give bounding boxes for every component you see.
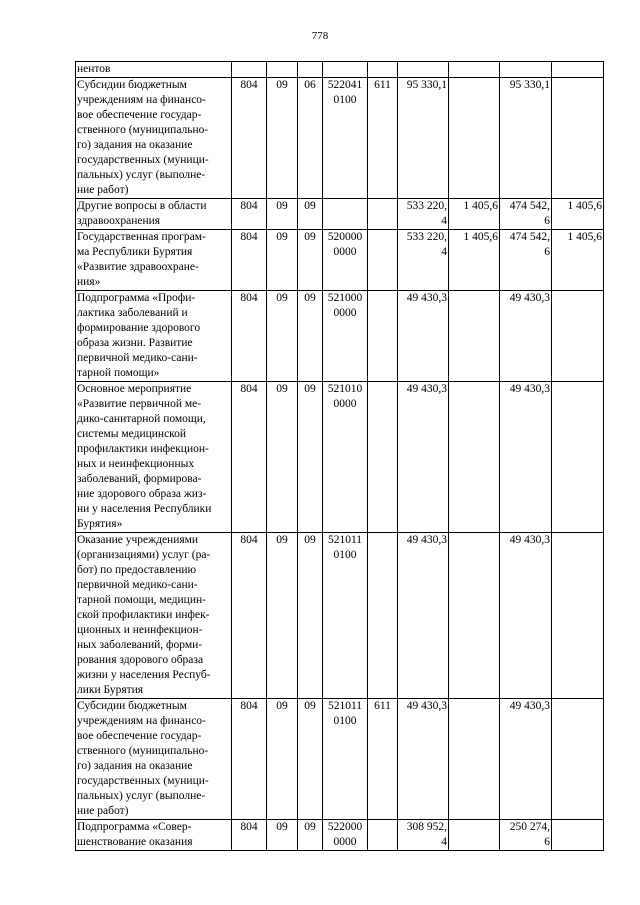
amount-2-cell: 1 405,6 bbox=[449, 199, 500, 230]
department-code-cell: 804 bbox=[232, 699, 267, 820]
amount-2-cell bbox=[449, 820, 500, 851]
target-article-code-cell bbox=[323, 62, 368, 78]
table-row bbox=[76, 62, 604, 78]
expense-type-code-cell bbox=[368, 291, 398, 382]
section-code-cell bbox=[267, 62, 298, 78]
item-name-cell: нентов bbox=[76, 62, 232, 78]
amount-4-cell bbox=[552, 62, 604, 78]
amount-4-cell bbox=[552, 699, 604, 820]
department-code-cell: 804 bbox=[232, 230, 267, 291]
table-row bbox=[76, 382, 604, 533]
department-code-cell: 804 bbox=[232, 199, 267, 230]
amount-1-cell: 49 430,3 bbox=[398, 291, 449, 382]
department-code-cell: 804 bbox=[232, 78, 267, 199]
target-article-code-cell: 522041 0100 bbox=[323, 78, 368, 199]
table-row bbox=[76, 699, 604, 820]
section-code-cell: 09 bbox=[267, 230, 298, 291]
expense-type-code-cell bbox=[368, 62, 398, 78]
table-row bbox=[76, 78, 604, 199]
page-number: 778 bbox=[311, 30, 329, 42]
amount-3-cell: 474 542, 6 bbox=[500, 199, 552, 230]
item-name-cell: Оказание учреждениями (организациями) услуг (ра- бот) по предоставлению первичной медико-сани- тарной помощи, медицин- ской профилактики инфек- ционных и неинфекцион- ных заболеваний, форми- рования здорового образа жизни у населения Респуб- лики Бурятия bbox=[76, 533, 232, 699]
amount-3-cell: 49 430,3 bbox=[500, 533, 552, 699]
expense-type-code-cell bbox=[368, 199, 398, 230]
section-code-cell: 09 bbox=[267, 78, 298, 199]
amount-1-cell: 49 430,3 bbox=[398, 382, 449, 533]
expense-type-code-cell: 611 bbox=[368, 78, 398, 199]
amount-1-cell: 49 430,3 bbox=[398, 699, 449, 820]
item-name-cell: Субсидии бюджетным учреждениям на финансо- вое обеспечение государ- ственного (муниципально- го) задания на оказание государственных (муници- пальных) услуг (выполне- ние работ) bbox=[76, 699, 232, 820]
expense-type-code-cell bbox=[368, 533, 398, 699]
amount-3-cell: 49 430,3 bbox=[500, 291, 552, 382]
amount-4-cell bbox=[552, 382, 604, 533]
amount-3-cell: 474 542, 6 bbox=[500, 230, 552, 291]
table-row bbox=[76, 533, 604, 699]
item-name-cell: Государственная програм- ма Республики Бурятия «Развитие здравоохране- ния» bbox=[76, 230, 232, 291]
section-code-cell: 09 bbox=[267, 291, 298, 382]
amount-4-cell bbox=[552, 820, 604, 851]
table-row bbox=[76, 230, 604, 291]
item-name-cell: Подпрограмма «Профи- лактика заболеваний и формирование здорового образа жизни. Развитие первичной медико-сани- тарной помощи» bbox=[76, 291, 232, 382]
amount-1-cell: 533 220, 4 bbox=[398, 230, 449, 291]
department-code-cell: 804 bbox=[232, 382, 267, 533]
department-code-cell: 804 bbox=[232, 291, 267, 382]
amount-3-cell: 95 330,1 bbox=[500, 78, 552, 199]
section-code-cell: 09 bbox=[267, 199, 298, 230]
subsection-code-cell: 09 bbox=[298, 699, 323, 820]
amount-4-cell: 1 405,6 bbox=[552, 199, 604, 230]
section-code-cell: 09 bbox=[267, 820, 298, 851]
subsection-code-cell: 06 bbox=[298, 78, 323, 199]
amount-3-cell: 49 430,3 bbox=[500, 699, 552, 820]
budget-table bbox=[75, 61, 604, 851]
subsection-code-cell: 09 bbox=[298, 230, 323, 291]
section-code-cell: 09 bbox=[267, 533, 298, 699]
target-article-code-cell: 521010 0000 bbox=[323, 382, 368, 533]
department-code-cell bbox=[232, 62, 267, 78]
amount-3-cell: 49 430,3 bbox=[500, 382, 552, 533]
section-code-cell: 09 bbox=[267, 699, 298, 820]
amount-1-cell: 49 430,3 bbox=[398, 533, 449, 699]
target-article-code-cell bbox=[323, 199, 368, 230]
subsection-code-cell bbox=[298, 62, 323, 78]
target-article-code-cell: 520000 0000 bbox=[323, 230, 368, 291]
table-row bbox=[76, 199, 604, 230]
subsection-code-cell: 09 bbox=[298, 199, 323, 230]
amount-2-cell: 1 405,6 bbox=[449, 230, 500, 291]
target-article-code-cell: 521011 0100 bbox=[323, 699, 368, 820]
amount-2-cell bbox=[449, 533, 500, 699]
item-name-cell: Субсидии бюджетным учреждениям на финансо- вое обеспечение государ- ственного (муниципально- го) задания на оказание государственных (муници- пальных) услуг (выполне- ние работ) bbox=[76, 78, 232, 199]
amount-1-cell: 533 220, 4 bbox=[398, 199, 449, 230]
amount-1-cell bbox=[398, 62, 449, 78]
amount-4-cell bbox=[552, 291, 604, 382]
section-code-cell: 09 bbox=[267, 382, 298, 533]
amount-2-cell bbox=[449, 699, 500, 820]
amount-4-cell: 1 405,6 bbox=[552, 230, 604, 291]
target-article-code-cell: 522000 0000 bbox=[323, 820, 368, 851]
amount-1-cell: 95 330,1 bbox=[398, 78, 449, 199]
target-article-code-cell: 521000 0000 bbox=[323, 291, 368, 382]
amount-1-cell: 308 952, 4 bbox=[398, 820, 449, 851]
amount-3-cell bbox=[500, 62, 552, 78]
table-row bbox=[76, 291, 604, 382]
subsection-code-cell: 09 bbox=[298, 291, 323, 382]
expense-type-code-cell bbox=[368, 230, 398, 291]
department-code-cell: 804 bbox=[232, 820, 267, 851]
amount-4-cell bbox=[552, 78, 604, 199]
item-name-cell: Подпрограмма «Совер- шенствование оказания bbox=[76, 820, 232, 851]
amount-2-cell bbox=[449, 78, 500, 199]
item-name-cell: Основное мероприятие «Развитие первичной ме- дико-санитарной помощи, системы медицинской профилактики инфекцион- ных и неинфекционных заболеваний, формирова- ние здорового образа жиз- ни у населения Республики Бурятия» bbox=[76, 382, 232, 533]
budget-table-body bbox=[76, 62, 604, 851]
expense-type-code-cell bbox=[368, 382, 398, 533]
amount-3-cell: 250 274, 6 bbox=[500, 820, 552, 851]
target-article-code-cell: 521011 0100 bbox=[323, 533, 368, 699]
department-code-cell: 804 bbox=[232, 533, 267, 699]
subsection-code-cell: 09 bbox=[298, 382, 323, 533]
expense-type-code-cell: 611 bbox=[368, 699, 398, 820]
amount-2-cell bbox=[449, 62, 500, 78]
amount-4-cell bbox=[552, 533, 604, 699]
subsection-code-cell: 09 bbox=[298, 533, 323, 699]
amount-2-cell bbox=[449, 382, 500, 533]
expense-type-code-cell bbox=[368, 820, 398, 851]
subsection-code-cell: 09 bbox=[298, 820, 323, 851]
table-row bbox=[76, 820, 604, 851]
amount-2-cell bbox=[449, 291, 500, 382]
item-name-cell: Другие вопросы в области здравоохранения bbox=[76, 199, 232, 230]
